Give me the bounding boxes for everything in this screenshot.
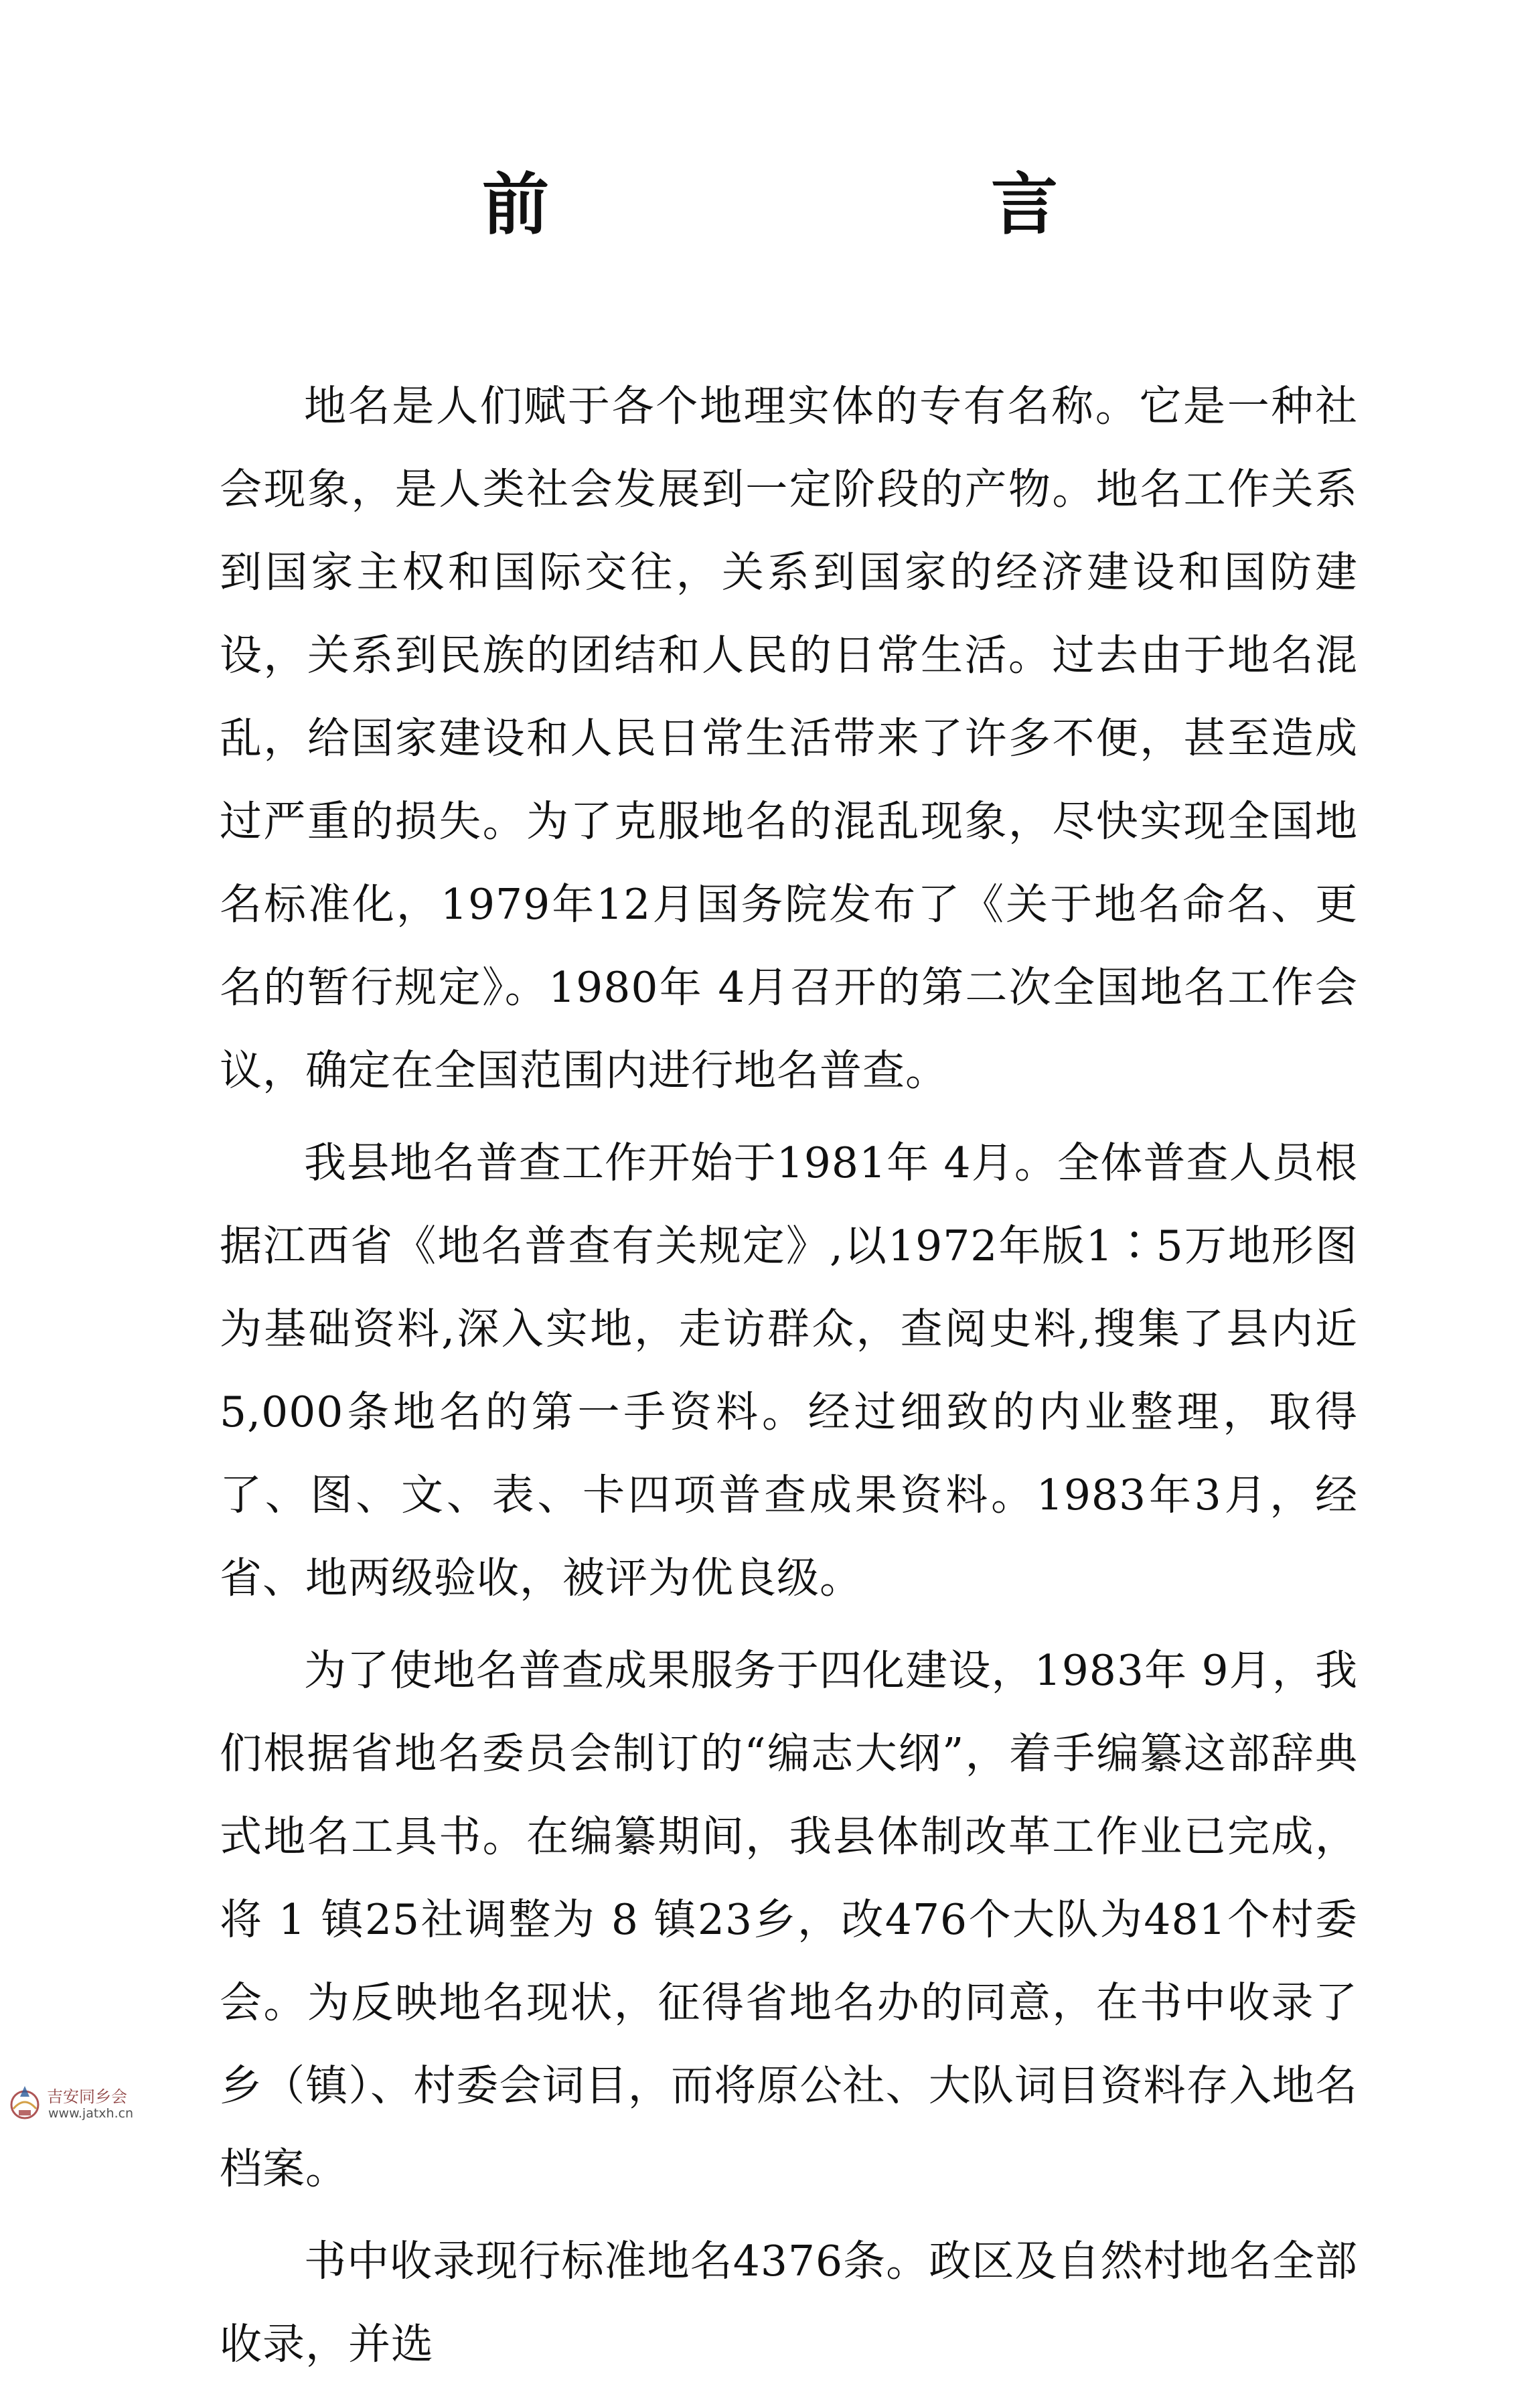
page-title: 前 言 xyxy=(482,165,1245,244)
watermark-logo-icon xyxy=(4,2082,46,2123)
paragraph-4: 书中收录现行标准地名4376条。政区及自然村地名全部收录，并选 xyxy=(220,2237,1358,2369)
paragraph-3: 为了使地名普查成果服务于四化建设，1983年 9月，我们根据省地名委员会制订的“编志大纲”，着手编纂这部辞典式地名工具书。在编纂期间，我县体制改革工作业已完成，将 1 镇25社调整为 8 镇23乡，改476个大队为481个村委会。为反映地名现状，征得省地名办的同意，在书中收录了乡（镇）、村委会词目，而将原公社、大队词目资料存入地名档案。 xyxy=(220,1646,1358,2193)
watermark-url: www.jatxh.cn xyxy=(48,2106,134,2121)
watermark-text: 吉安同乡会 xyxy=(47,2087,127,2106)
paragraph-2: 我县地名普查工作开始于1981年 4月。全体普查人员根据江西省《地名普查有关规定》,以1972年版1∶5万地形图为基础资料,深入实地，走访群众，查阅史料,搜集了县内近5,000条地名的第一手资料。经过细致的内业整理，取得了、图、文、表、卡四项普查成果资料。1983年3月，经省、地两级验收，被评为优良级。 xyxy=(220,1138,1358,1602)
body-text xyxy=(220,365,1358,2386)
paragraph-1: 地名是人们赋于各个地理实体的专有名称。它是一种社会现象，是人类社会发展到一定阶段的产物。地名工作关系到国家主权和国际交往，关系到国家的经济建设和国防建设，关系到民族的团结和人民的日常生活。过去由于地名混乱，给国家建设和人民日常生活带来了许多不便，甚至造成过严重的损失。为了克服地名的混乱现象，尽快实现全国地名标准化，1979年12月国务院发布了《关于地名命名、更名的暂行规定》。1980年 4月召开的第二次全国地名工作会议，确定在全国范围内进行地名普查。 xyxy=(220,382,1358,1095)
watermark xyxy=(4,2082,151,2129)
